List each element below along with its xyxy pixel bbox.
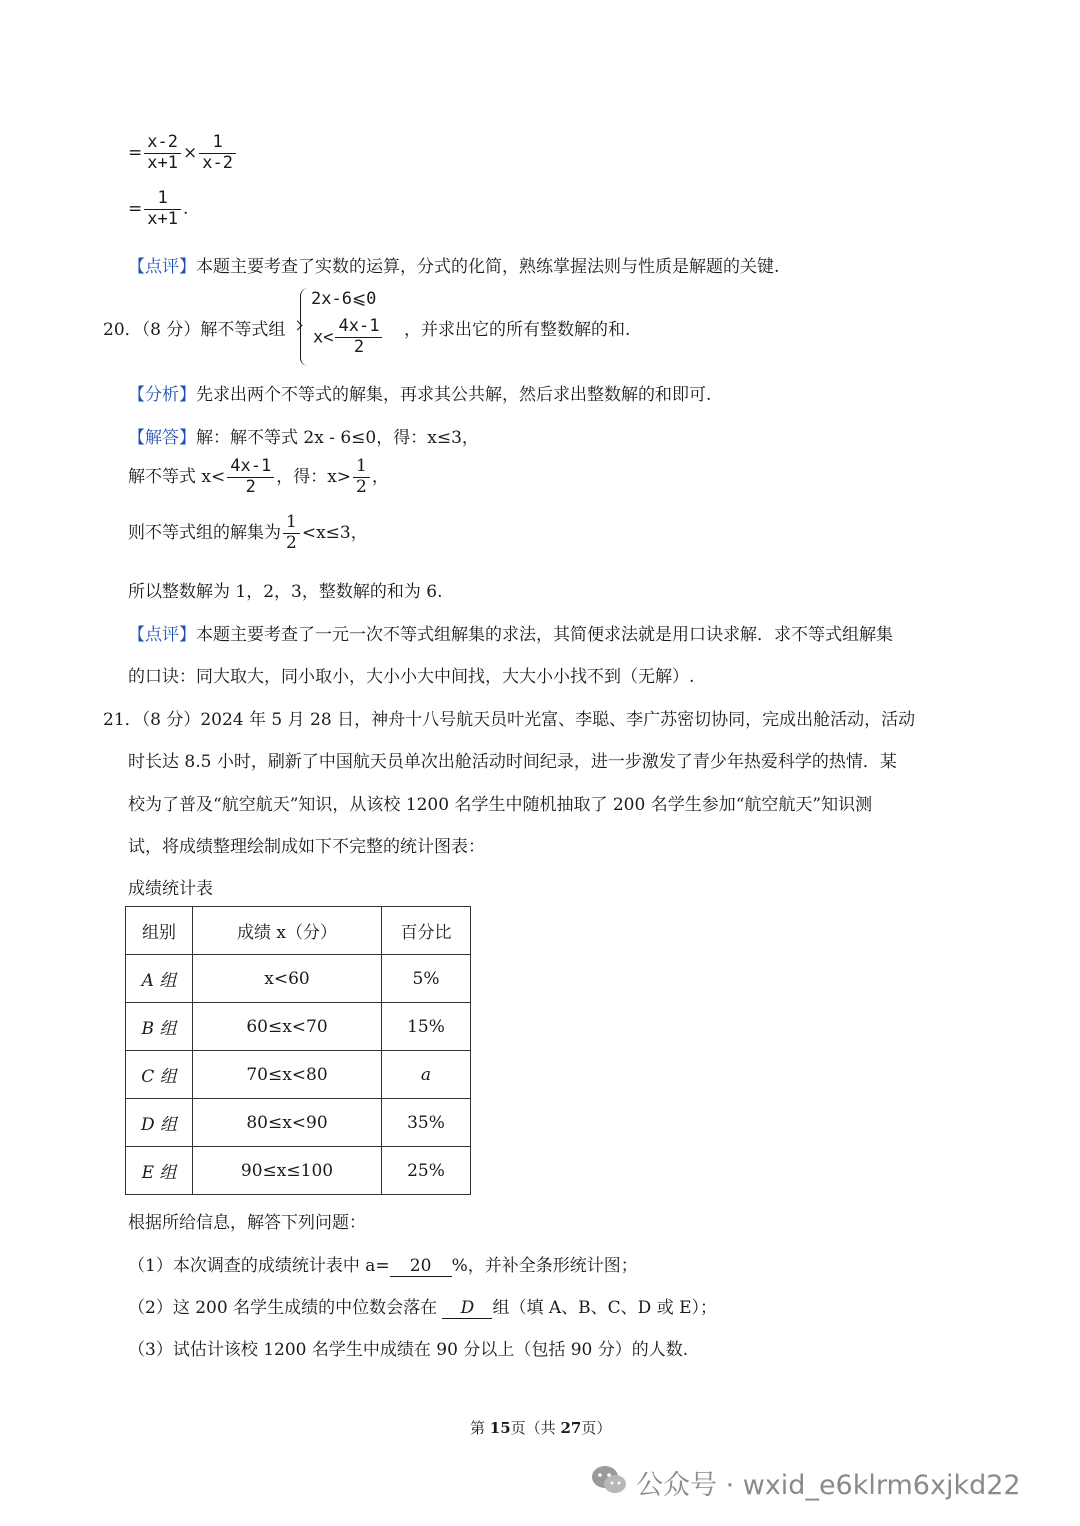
fraction: $\frac{1}{2}$ (283, 514, 300, 553)
analysis-20 (128, 380, 711, 405)
question-21-intro: 根据所给信息，解答下列问题： (128, 1213, 366, 1233)
system-brace-icon (300, 288, 309, 366)
answer-tag: 【解答】 (128, 428, 196, 448)
question-20-suffix: ，并求出它的所有整数解的和. (404, 320, 631, 340)
table-row: B 组 60≤x<70 15% (126, 1003, 471, 1051)
fraction: $\frac{1}{x-2}$ (199, 134, 236, 173)
answer-20-line-3: 则不等式组的解集为 $\frac{1}{2}$ <x≤3， (128, 512, 368, 553)
page-total: 27 (560, 1419, 582, 1437)
table-row: A 组 x<60 5% (126, 955, 471, 1003)
fraction: $\frac{4x-1}{2}$ (335, 318, 382, 357)
fraction: $\frac{x-2}{x+1}$ (144, 134, 181, 173)
table-title: 成绩统计表 (128, 879, 213, 899)
question-21-line-2: 时长达 8.5 小时，刷新了中国航天员单次出舱活动时间纪录，进一步激发了青少年热爱科学的热情．某 (128, 752, 897, 772)
equals-sign: = (128, 198, 143, 219)
times-sign: × (182, 142, 198, 163)
sub-question-2: （2）这 200 名学生成绩的中位数会落在 D 组（填 A、B、C、D 或 E）； (128, 1298, 718, 1318)
question-21-line-4: 试，将成绩整理绘制成如下不完整的统计图表： (128, 837, 485, 857)
fraction: $\frac{1}{x+1}$ (144, 190, 181, 229)
review-tag: 【点评】 (128, 257, 196, 277)
answer-blank: D (442, 1298, 492, 1319)
fraction: $\frac{1}{2}$ (353, 458, 370, 497)
sub-question-3: （3）试估计该校 1200 名学生中成绩在 90 分以上（包括 90 分）的人数. (128, 1340, 689, 1360)
watermark-text: 公众号 · wxid_e6klrm6xjkd22 (636, 1470, 1021, 1501)
table-row: E 组 90≤x≤100 25% (126, 1147, 471, 1195)
table-header: 百分比 (382, 907, 471, 955)
question-20-prefix: 20．（8 分）解不等式组 (103, 320, 286, 340)
answer-20-line-1: 【解答】解：解不等式 2x - 6≤0，得：x≤3， (128, 428, 479, 448)
answer-blank: 20 (390, 1256, 452, 1277)
analysis-tag: 【分析】 (128, 385, 196, 405)
inequality-1: 2x-6⩽0 (311, 289, 377, 309)
table-header-row (126, 907, 471, 955)
table-header: 组别 (126, 907, 193, 955)
review-20-line-1: 【点评】本题主要考查了一元一次不等式组解集的求法，其简便求法就是用口诀求解．求不等式组解集 (128, 625, 893, 645)
page-footer: 第 15页（共 27页） (470, 1419, 612, 1437)
table-row: D 组 80≤x<90 35% (126, 1099, 471, 1147)
table-row: C 组 70≤x<80 a (126, 1051, 471, 1099)
answer-20-line-4: 所以整数解为 1，2，3，整数解的和为 6. (128, 582, 443, 602)
question-21-line-1: 21．（8 分）2024 年 5 月 28 日，神舟十八号航天员叶光富、李聪、李广苏密切协同，完成出舱活动，活动 (103, 710, 916, 730)
review-text: 本题主要考查了实数的运算，分式的化简，熟练掌握法则与性质是解题的关键. (196, 257, 780, 277)
equals-sign: = (128, 142, 143, 163)
table-header: 成绩 x（分） (193, 907, 382, 955)
page-number: 15 (489, 1419, 511, 1437)
inequality-2: x< $\frac{4x-1}{2}$ (313, 318, 384, 357)
wechat-icon (590, 1463, 628, 1497)
score-table (125, 906, 471, 1195)
sub-question-1: （1）本次调查的成绩统计表中 a= 20 %，并补全条形统计图； (128, 1256, 638, 1276)
question-21-line-3: 校为了普及“航空航天”知识，从该校 1200 名学生中随机抽取了 200 名学生参加“航空航天”知识测 (128, 795, 873, 815)
calc-line-2: = $\frac{1}{x+1}$ . (128, 188, 189, 229)
review-19 (128, 252, 779, 277)
fraction: $\frac{4x-1}{2}$ (227, 458, 274, 497)
review-tag: 【点评】 (128, 625, 196, 645)
answer-20-line-2: 解不等式 x< $\frac{4x-1}{2}$ ，得：x> $\frac{1}{2}$ ， (128, 456, 389, 497)
calc-line-1 (128, 134, 238, 173)
review-20-line-2: 的口诀：同大取大，同小取小，大小小大中间找，大大小小找不到（无解）. (128, 667, 695, 687)
analysis-text: 先求出两个不等式的解集，再求其公共解，然后求出整数解的和即可. (196, 385, 712, 405)
